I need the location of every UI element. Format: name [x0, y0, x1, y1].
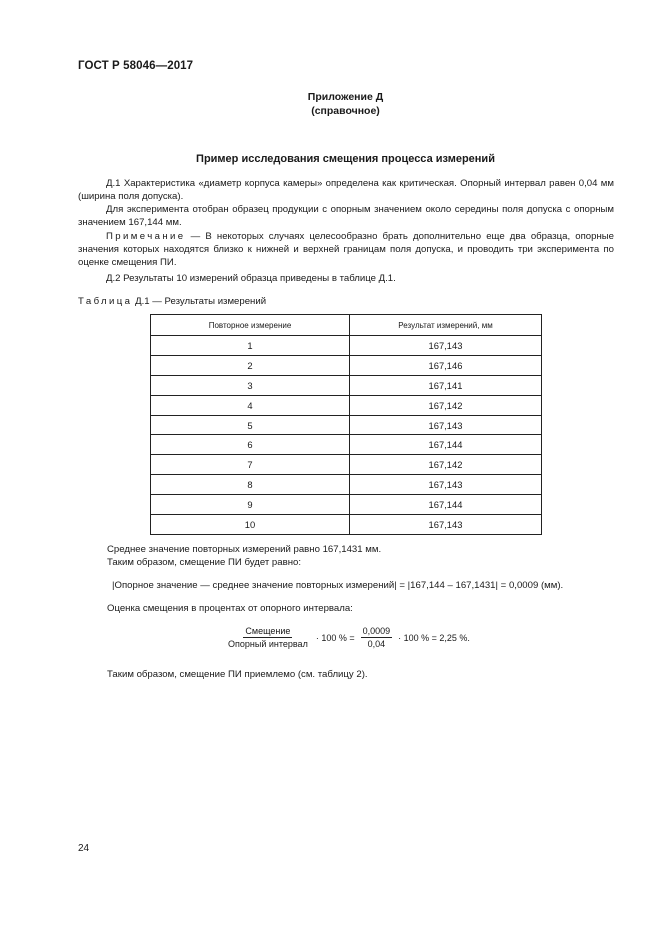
fraction-bias-over-interval: [226, 626, 310, 649]
percent-intro: Оценка смещения в процентах от опорного интервала:: [107, 603, 353, 614]
appendix-title: Приложение Д: [307, 91, 384, 103]
paragraph-d1: Д.1 Характеристика «диаметр корпуса камеры» определена как критическая. Опорный интервал равен 0,04 мм (ширина поля допуска).: [78, 178, 614, 202]
cell-index: 6: [151, 435, 350, 455]
cell-index: 3: [151, 375, 350, 395]
table-caption-label: Таблица: [78, 296, 133, 307]
table-row: [151, 475, 542, 495]
cell-value: 167,142: [350, 455, 542, 475]
paragraph-sample: Для эксперимента отобран образец продукции с опорным значением около середины поля допуска с опорным значением 167,144 мм.: [78, 204, 614, 228]
note-text: — В некоторых случаях целесообразно брать дополнительно еще два образца, опорные значения которых находятся близко к нижней и верхней границам поля допуска, и проводить три эксперимента по оценке смещения ПИ.: [78, 231, 614, 268]
cell-value: 167,144: [350, 495, 542, 515]
table-row: [151, 455, 542, 475]
fraction-denominator: Опорный интервал: [228, 639, 308, 649]
table-header-row: [151, 315, 542, 336]
cell-value: 167,143: [350, 475, 542, 495]
cell-index: 9: [151, 495, 350, 515]
fraction-numerator-value: 0,0009: [362, 626, 391, 636]
document-code: ГОСТ Р 58046—2017: [78, 60, 194, 72]
section-title: Пример исследования смещения процесса измерений: [196, 153, 495, 165]
bias-intro: Таким образом, смещение ПИ будет равно:: [107, 557, 301, 568]
table-row: [151, 495, 542, 515]
cell-index: 7: [151, 455, 350, 475]
note: [78, 231, 614, 269]
mean-statement: Среднее значение повторных измерений равно 167,1431 мм.: [107, 544, 382, 555]
percent-formula: [226, 626, 476, 649]
formula-operator: · 100 % =: [315, 632, 355, 643]
fraction-numerator: Смещение: [245, 626, 291, 636]
table-row: [151, 515, 542, 535]
cell-value: 167,142: [350, 395, 542, 415]
header-repeat: Повторное измерение: [151, 315, 350, 336]
table-row: [151, 355, 542, 375]
cell-value: 167,143: [350, 336, 542, 356]
table-caption-text: Д.1 — Результаты измерений: [132, 296, 267, 307]
table-row: [151, 375, 542, 395]
cell-index: 10: [151, 515, 350, 535]
cell-value: 167,143: [350, 515, 542, 535]
cell-index: 2: [151, 355, 350, 375]
table-row: [151, 435, 542, 455]
cell-value: 167,146: [350, 355, 542, 375]
table-row: [151, 415, 542, 435]
cell-index: 5: [151, 415, 350, 435]
appendix-type: (справочное): [311, 105, 380, 117]
conclusion: Таким образом, смещение ПИ приемлемо (см. таблицу 2).: [107, 669, 368, 680]
fraction-denominator-value: 0,04: [367, 639, 386, 649]
table-caption: [78, 296, 266, 307]
fraction-values: [361, 626, 393, 649]
appendix-heading: [0, 90, 661, 118]
table-row: [151, 336, 542, 356]
cell-index: 8: [151, 475, 350, 495]
paragraph-d2: Д.2 Результаты 10 измерений образца приведены в таблице Д.1.: [106, 273, 396, 284]
cell-value: 167,143: [350, 415, 542, 435]
header-result: Результат измерений, мм: [350, 315, 542, 336]
note-label: Примечание: [106, 231, 186, 242]
cell-index: 4: [151, 395, 350, 415]
cell-value: 167,141: [350, 375, 542, 395]
cell-index: 1: [151, 336, 350, 356]
table-row: [151, 395, 542, 415]
results-table: [150, 314, 542, 535]
cell-value: 167,144: [350, 435, 542, 455]
formula-result: · 100 % = 2,25 %.: [398, 632, 470, 643]
bias-formula: |Опорное значение — среднее значение повторных измерений| = |167,144 – 167,1431| = 0,0009 (мм).: [112, 580, 564, 591]
page-number: 24: [78, 843, 90, 854]
